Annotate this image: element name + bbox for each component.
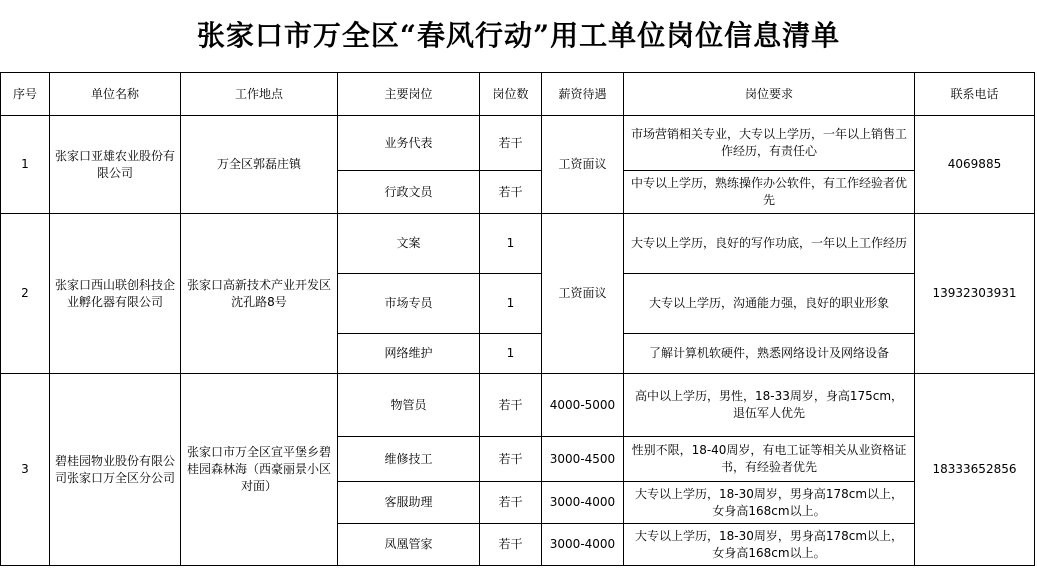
location-cell: 万全区郭磊庄镇 — [181, 116, 338, 214]
header-company: 单位名称 — [50, 73, 181, 116]
salary-cell: 3000-4500 — [542, 437, 624, 482]
requirement-cell: 大专以上学历，良好的写作功底，一年以上工作经历 — [624, 214, 915, 274]
position-cell: 客服助理 — [338, 482, 480, 524]
position-cell: 网络维护 — [338, 334, 480, 374]
header-row — [1, 73, 1035, 116]
company-cell: 张家口西山联创科技企业孵化器有限公司 — [50, 214, 181, 374]
position-cell: 物管员 — [338, 374, 480, 437]
phone-cell: 4069885 — [915, 116, 1035, 214]
position-cell: 业务代表 — [338, 116, 480, 171]
count-cell: 若干 — [480, 116, 542, 171]
requirement-cell: 高中以上学历，男性，18-33周岁，身高175cm，退伍军人优先 — [624, 374, 915, 437]
position-cell: 文案 — [338, 214, 480, 274]
count-cell: 若干 — [480, 374, 542, 437]
company-cell: 张家口亚雄农业股份有限公司 — [50, 116, 181, 214]
location-cell: 张家口高新技术产业开发区沈孔路8号 — [181, 214, 338, 374]
table-row — [1, 374, 1035, 437]
salary-cell: 4000-5000 — [542, 374, 624, 437]
phone-cell: 18333652856 — [915, 374, 1035, 566]
job-list-table — [0, 72, 1035, 566]
seq-cell: 2 — [1, 214, 50, 374]
header-location: 工作地点 — [181, 73, 338, 116]
count-cell: 1 — [480, 214, 542, 274]
count-cell: 若干 — [480, 171, 542, 214]
salary-cell: 3000-4000 — [542, 524, 624, 566]
location-cell: 张家口市万全区宣平堡乡碧桂园森林海（西豪丽景小区对面） — [181, 374, 338, 566]
position-cell: 凤凰管家 — [338, 524, 480, 566]
phone-cell: 13932303931 — [915, 214, 1035, 374]
count-cell: 1 — [480, 274, 542, 334]
seq-cell: 1 — [1, 116, 50, 214]
requirement-cell: 市场营销相关专业，大专以上学历，一年以上销售工作经历，有责任心 — [624, 116, 915, 171]
requirement-cell: 中专以上学历，熟练操作办公软件，有工作经验者优先 — [624, 171, 915, 214]
table-row — [1, 214, 1035, 274]
count-cell: 若干 — [480, 524, 542, 566]
header-salary: 薪资待遇 — [542, 73, 624, 116]
position-cell: 行政文员 — [338, 171, 480, 214]
salary-cell: 工资面议 — [542, 116, 624, 214]
salary-cell: 工资面议 — [542, 214, 624, 374]
header-phone: 联系电话 — [915, 73, 1035, 116]
count-cell: 1 — [480, 334, 542, 374]
requirement-cell: 性别不限，18-40周岁，有电工证等相关从业资格证书，有经验者优先 — [624, 437, 915, 482]
requirement-cell: 了解计算机软硬件，熟悉网络设计及网络设备 — [624, 334, 915, 374]
table-row — [1, 116, 1035, 171]
header-count: 岗位数 — [480, 73, 542, 116]
count-cell: 若干 — [480, 482, 542, 524]
seq-cell: 3 — [1, 374, 50, 566]
company-cell: 碧桂园物业股份有限公司张家口万全区分公司 — [50, 374, 181, 566]
position-cell: 市场专员 — [338, 274, 480, 334]
page-title: 张家口市万全区“春风行动”用工单位岗位信息清单 — [196, 19, 841, 52]
requirement-cell: 大专以上学历，18-30周岁，男身高178cm以上，女身高168cm以上。 — [624, 524, 915, 566]
requirement-cell: 大专以上学历，沟通能力强，良好的职业形象 — [624, 274, 915, 334]
header-position: 主要岗位 — [338, 73, 480, 116]
position-cell: 维修技工 — [338, 437, 480, 482]
salary-cell: 3000-4000 — [542, 482, 624, 524]
count-cell: 若干 — [480, 437, 542, 482]
header-requirement: 岗位要求 — [624, 73, 915, 116]
header-seq: 序号 — [1, 73, 50, 116]
requirement-cell: 大专以上学历，18-30周岁，男身高178cm以上，女身高168cm以上。 — [624, 482, 915, 524]
